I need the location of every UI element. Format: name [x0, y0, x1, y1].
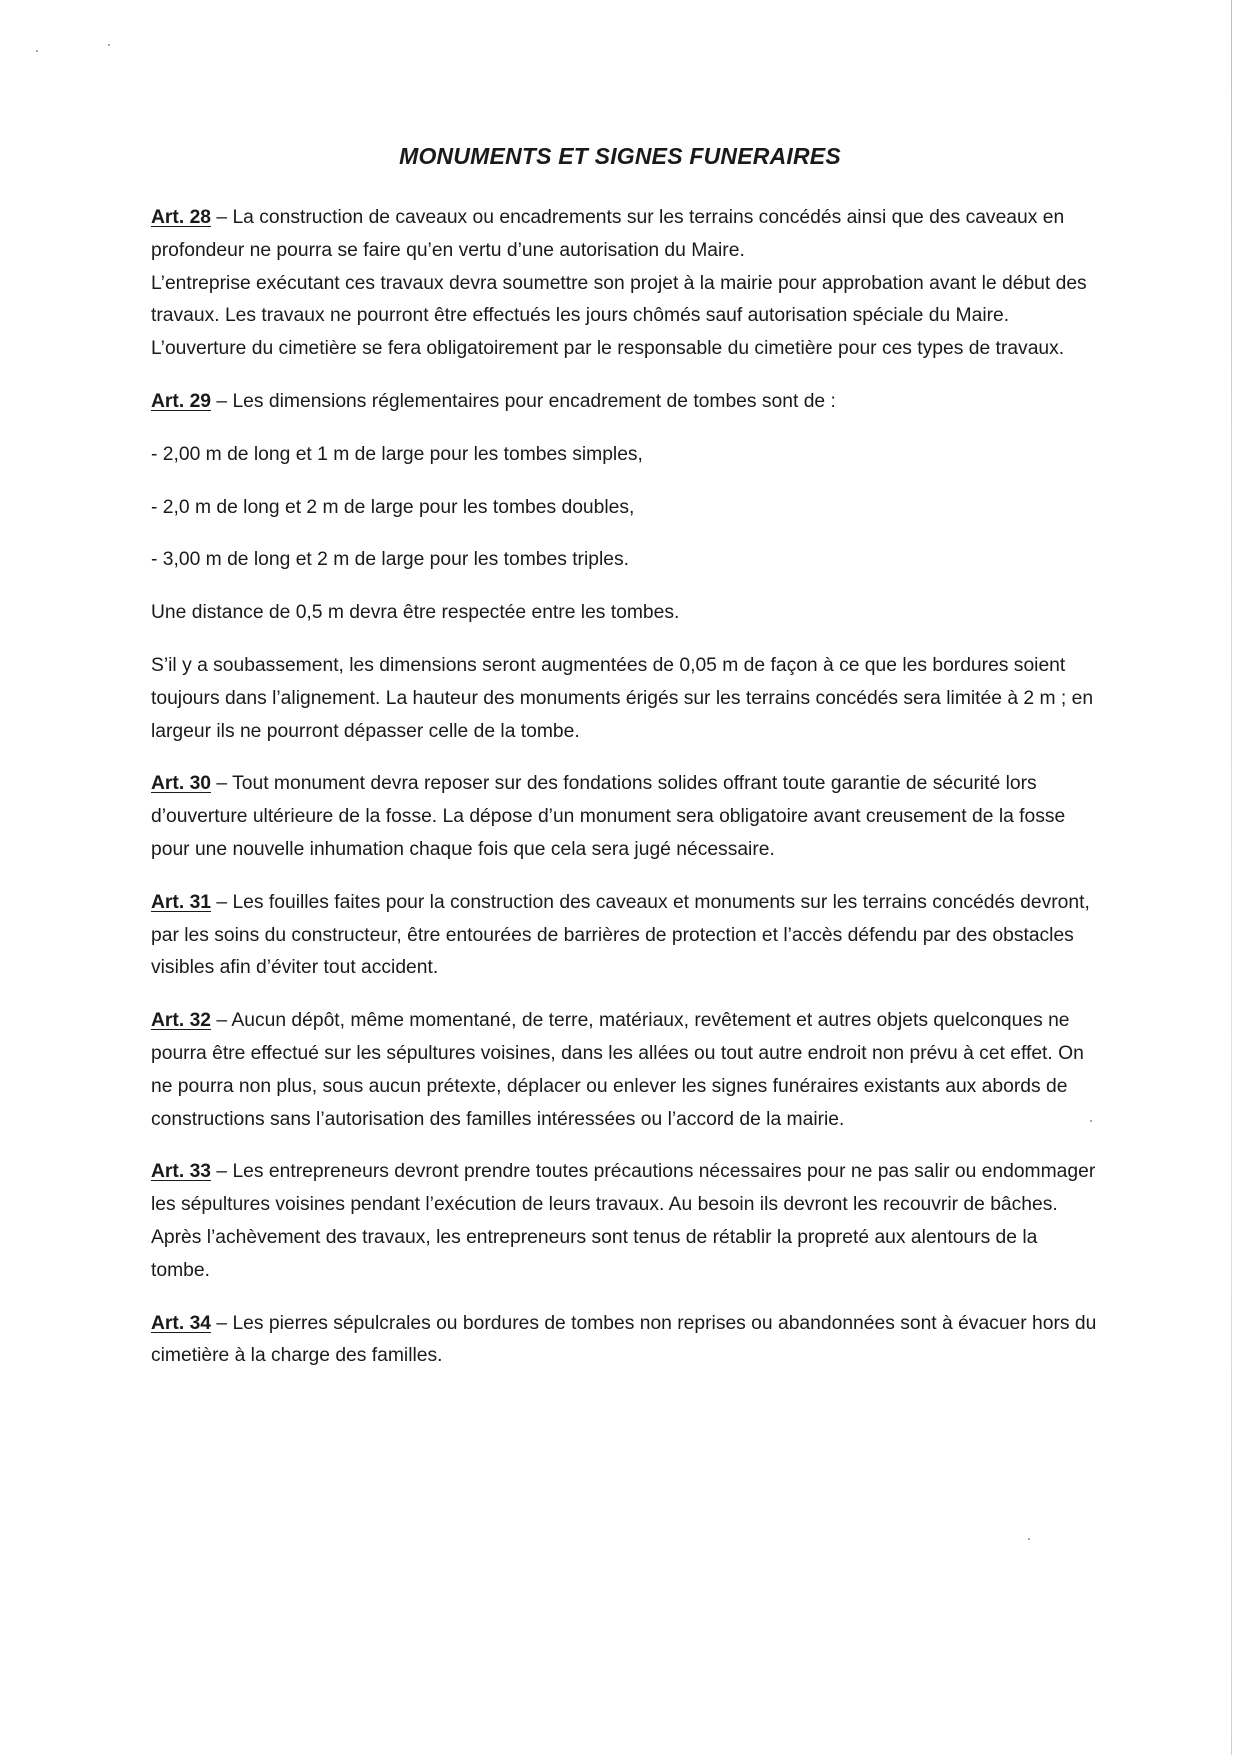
article-28-continuation: L’entreprise exécutant ces travaux devra soumettre son projet à la mairie pour approbation avant le début des travaux. Les travaux ne pourront être effectués les jours chômés sauf autorisation spéciale du Maire. L’ouverture du cimetière se fera obligatoirement par le responsable du cimetière pour ces types de travaux.: [151, 272, 1087, 360]
article-29: [151, 386, 1101, 419]
article-text: – Aucun dépôt, même momentané, de terre, matériaux, revêtement et autres objets quelconques ne pourra être effectué sur les sépultures voisines, dans les allées ou tout autre endroit non prévu à cet effet. On ne pourra non plus, sous aucun prétexte, déplacer ou enlever les signes funéraires existants aux abords de constructions sans l’autorisation des familles intéressées ou l’accord de la mairie.: [151, 1010, 1084, 1130]
article-text: – Les pierres sépulcrales ou bordures de tombes non reprises ou abandonnées sont à évacuer hors du cimetière à la charge des familles.: [151, 1312, 1097, 1367]
scan-speck: [1028, 1538, 1030, 1540]
dimension-item-simple: - 2,00 m de long et 1 m de large pour les tombes simples,: [151, 443, 643, 465]
article-text: – La construction de caveaux ou encadrements sur les terrains concédés ainsi que des caveaux en profondeur ne pourra se faire qu’en vertu d’une autorisation du Maire.: [151, 207, 1065, 261]
article-text: – Les dimensions réglementaires pour encadrement de tombes sont de :: [211, 390, 836, 412]
article-31: [151, 887, 1101, 985]
article-label: Art. 34: [151, 1312, 212, 1334]
article-28: [151, 202, 1101, 268]
article-text: – Les entrepreneurs devront prendre toutes précautions nécessaires pour ne pas salir ou endommager les sépultures voisines pendant l’exécution de leurs travaux. Au besoin ils devront les recouvrir de bâches. Après l’achèvement des travaux, les entrepreneurs sont tenus de rétablir la propreté aux alentours de la tombe.: [151, 1161, 1096, 1281]
article-label: Art. 28: [151, 207, 212, 228]
scan-speck: [108, 44, 110, 46]
article-33: [151, 1156, 1101, 1287]
article-text: – Tout monument devra reposer sur des fondations solides offrant toute garantie de sécurité lors d’ouverture ultérieure de la fosse. La dépose d’un monument sera obligatoire avant creusement de la fosse pour une nouvelle inhumation chaque fois que cela sera jugé nécessaire.: [151, 773, 1066, 860]
dimension-item-triple: - 3,00 m de long et 2 m de large pour les tombes triples.: [151, 549, 629, 571]
scan-speck: [36, 50, 38, 52]
distance-rule: Une distance de 0,5 m devra être respectée entre les tombes.: [151, 602, 680, 624]
document-body: [151, 202, 1101, 1393]
article-34: [151, 1308, 1101, 1374]
article-label: Art. 31: [151, 891, 212, 913]
article-text: – Les fouilles faites pour la construction des caveaux et monuments sur les terrains concédés devront, par les soins du constructeur, être entourées de barrières de protection et l’accès défendu par des obstacles visibles afin d’éviter tout accident.: [151, 891, 1090, 979]
article-label: Art. 33: [151, 1161, 212, 1183]
soubassement-rule: S’il y a soubassement, les dimensions seront augmentées de 0,05 m de façon à ce que les bordures soient toujours dans l’alignement. La hauteur des monuments érigés sur les terrains concédés sera limitée à 2 m ; en largeur ils ne pourront dépasser celle de la tombe.: [151, 654, 1094, 742]
scan-edge-line: [1231, 0, 1232, 1755]
article-label: Art. 30: [151, 773, 212, 795]
dimension-item-double: - 2,0 m de long et 2 m de large pour les tombes doubles,: [151, 496, 635, 518]
article-32: [151, 1005, 1101, 1136]
article-label: Art. 29: [151, 390, 212, 412]
article-30: [151, 768, 1101, 866]
document-title: MONUMENTS ET SIGNES FUNERAIRES: [399, 143, 841, 169]
article-label: Art. 32: [151, 1010, 212, 1032]
